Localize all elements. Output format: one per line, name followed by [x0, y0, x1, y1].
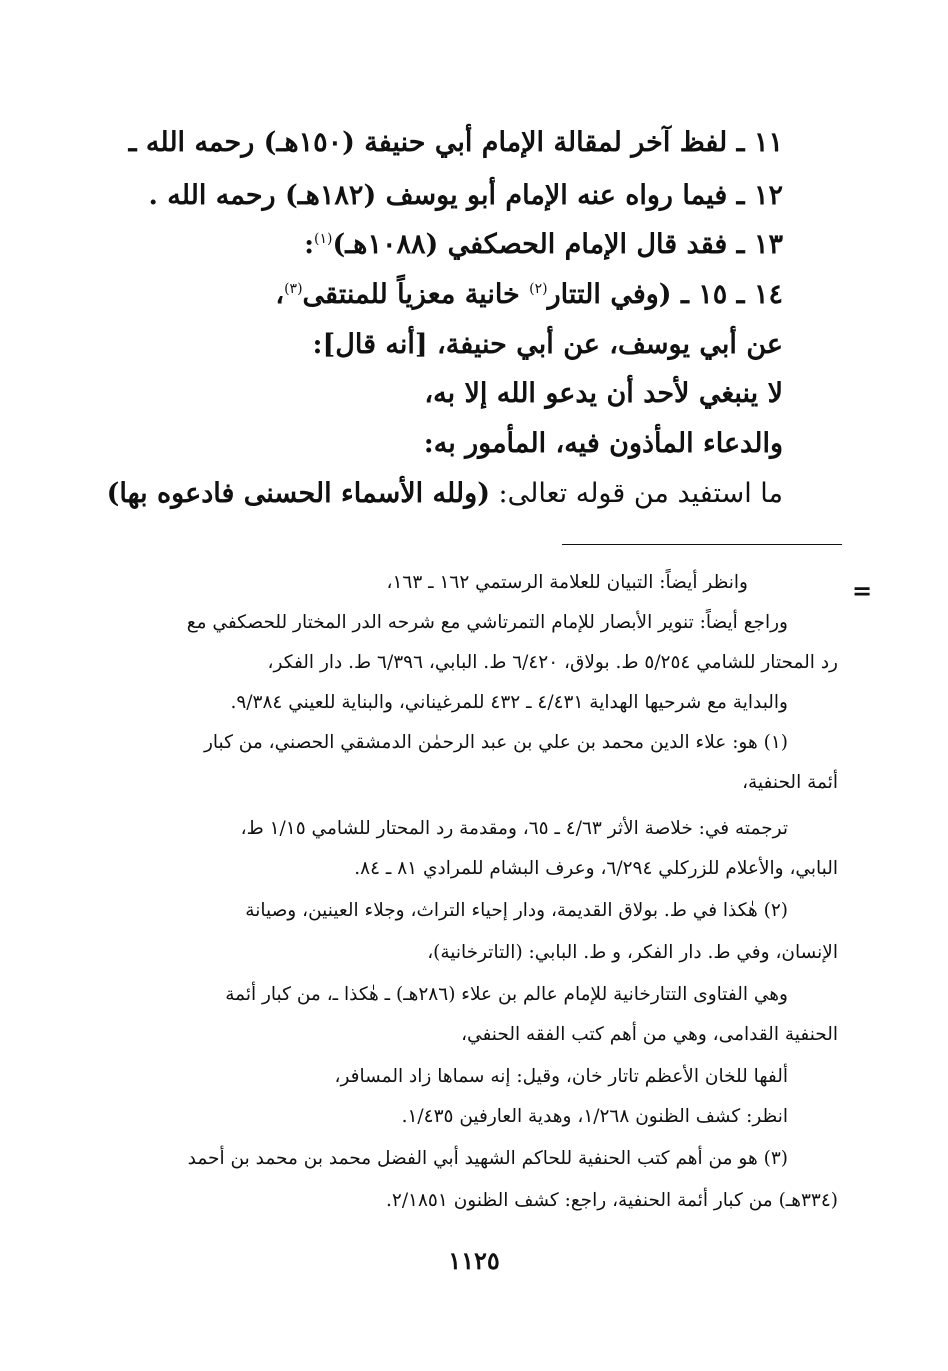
footnote-divider: [562, 544, 842, 545]
main-line-2: ١٢ ـ فيما رواه عنه الإمام أبو يوسف (١٨٢هـ) رحمه الله .: [148, 180, 783, 211]
page-number: ١١٢٥: [448, 1246, 500, 1275]
main-line-7: والدعاء المأذون فيه، المأمور به:: [423, 428, 783, 459]
quran-verse: (ولله الأسماء الحسنى فادعوه بها): [106, 478, 490, 509]
footnote-line-3: رد المحتار للشامي ٥/٢٥٤ ط. بولاق، ٦/٤٢٠ ط. البابي، ٦/٣٩٦ ط. دار الفكر،: [267, 652, 838, 673]
footnote-line-12: الحنفية القدامى، وهي من أهم كتب الفقه الحنفي،: [461, 1024, 838, 1045]
main-line-8-text: ما استفيد من قوله تعالى:: [489, 478, 783, 509]
main-line-4-end: ،: [275, 279, 285, 310]
footnote-ref-2: (٢): [529, 281, 548, 297]
footnote-line-9: (٢) هٰكذا في ط. بولاق القديمة، ودار إحياء التراث، وجلاء العينين، وصيانة: [245, 900, 788, 921]
footnote-line-4: والبداية مع شرحيها الهداية ٤/٤٣١ ـ ٤٣٢ للمرغيناني، والبناية للعيني ٩/٣٨٤.: [230, 692, 788, 713]
footnote-line-14: انظر: كشف الظنون ١/٢٦٨، وهدية العارفين ١/٤٣٥.: [401, 1106, 788, 1127]
main-line-8: [107, 478, 783, 509]
footnote-line-7: ترجمته في: خلاصة الأثر ٤/٦٣ ـ ٦٥، ومقدمة رد المحتار للشامي ١/١٥ ط،: [240, 818, 788, 839]
main-line-6: لا ينبغي لأحد أن يدعو الله إلا به،: [424, 378, 783, 409]
footnote-line-16: (٣٣٤هـ) من كبار أئمة الحنفية، راجع: كشف الظنون ٢/١٨٥١.: [386, 1190, 838, 1211]
footnote-line-5: (١) هو: علاء الدين محمد بن علي بن عبد الرحمٰن الدمشقي الحصني، من كبار: [203, 732, 788, 753]
footnote-line-13: ألفها للخان الأعظم تاتار خان، وقيل: إنه سماها زاد المسافر،: [334, 1066, 788, 1087]
main-line-3-end: :: [304, 229, 315, 260]
main-line-4-b: خانية معزياً للمنتقى: [302, 279, 530, 310]
footnote-line-2: وراجع أيضاً: تنوير الأبصار للإمام التمرتاشي مع شرحه الدر المختار للحصكفي مع: [186, 612, 788, 633]
main-line-1: ١١ ـ لفظ آخر لمقالة الإمام أبي حنيفة (١٥٠هـ) رحمه الله ـ: [128, 127, 783, 158]
footnote-line-1: وانظر أيضاً: التبيان للعلامة الرستمي ١٦٢ ـ ١٦٣،: [386, 572, 748, 593]
footnote-line-8: البابي، والأعلام للزركلي ٦/٢٩٤، وعرف البشام للمرادي ٨١ ـ ٨٤.: [354, 858, 838, 879]
main-line-4-a: ١٤ ـ ١٥ ـ (وفي التتار: [547, 279, 783, 310]
footnote-line-15: (٣) هو من أهم كتب الحنفية للحاكم الشهيد أبي الفضل محمد بن محمد بن أحمد: [187, 1148, 788, 1169]
main-line-5: عن أبي يوسف، عن أبي حنيفة، [أنه قال]:: [312, 329, 783, 360]
continuation-mark: =: [852, 576, 873, 605]
main-line-3-text: ١٣ ـ فقد قال الإمام الحصكفي (١٠٨٨هـ): [332, 229, 783, 260]
footnote-ref-3: (٣): [284, 281, 303, 297]
main-line-3: [304, 229, 783, 260]
main-line-4: [275, 279, 783, 310]
footnote-line-6: أئمة الحنفية،: [742, 772, 838, 793]
footnote-line-11: وهي الفتاوى التتارخانية للإمام عالم بن علاء (٢٨٦هـ) ـ هٰكذا ـ، من كبار أئمة: [225, 984, 788, 1005]
footnote-line-10: الإنسان، وفي ط. دار الفكر، و ط. البابي: (التاترخانية)،: [427, 942, 838, 963]
footnote-ref-1: (١): [314, 231, 333, 247]
